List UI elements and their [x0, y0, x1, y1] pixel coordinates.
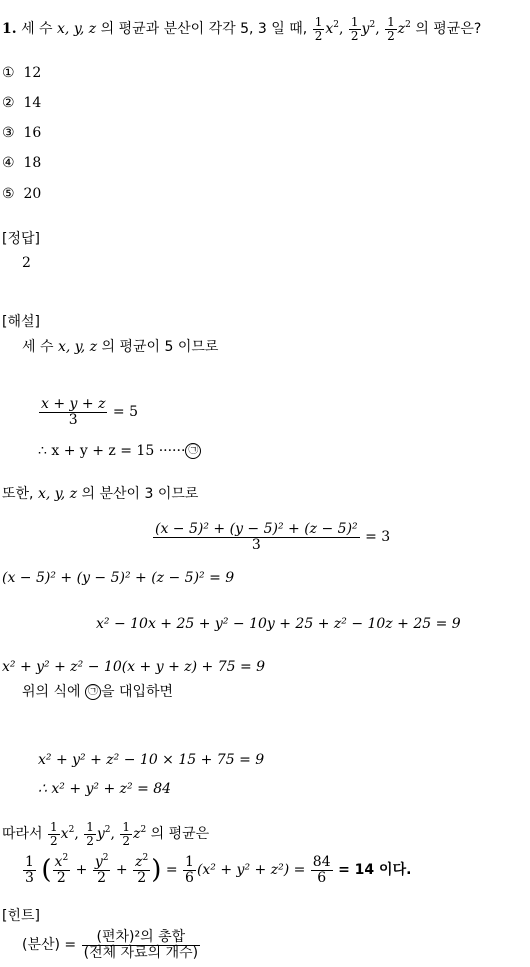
- solution-line-2: 또한, x, y, z 의 분산이 3 이므로: [2, 486, 199, 502]
- choice-4[interactable]: ④ 18: [2, 155, 42, 171]
- answer-label: [정답]: [2, 231, 40, 247]
- solution-line-3: 위의 식에 ㉠ 을 대입하면: [22, 684, 174, 700]
- circled-label-icon: ㉠: [185, 443, 201, 459]
- solution-line-4: 따라서 $\frac{1}{2}$ $x^2$, $\frac{1}{2}$ $y^2$, $\frac{1}{2}$ $z^2$ 의 평균은: [2, 820, 210, 848]
- hint-formula: (분산) = $\frac{\text{(편차)²의 총합}}{\text{(전체 자료의 개수)}}$: [22, 929, 199, 961]
- circled-label-icon: ㉠: [85, 684, 101, 700]
- hint-label: [힌트]: [2, 908, 40, 924]
- answer-value: 2: [22, 255, 31, 271]
- equation-5: x² − 10x + 25 + y² − 10y + 25 + z² − 10z + 25 = 9: [96, 616, 461, 632]
- equation-mean: $\frac{x + y + z}{3}$ = 5: [41, 396, 138, 428]
- equation-7: x² + y² + z² − 10 × 15 + 75 = 9: [38, 752, 265, 768]
- equation-6: x² + y² + z² − 10(x + y + z) + 75 = 9: [2, 659, 266, 675]
- choice-3[interactable]: ③ 16: [2, 125, 42, 141]
- problem-statement: 1. 세 수 x, y, z 의 평균과 분산이 각각 5, 3 일 때, $\frac{1}{2}$ $x^2$, $\frac{1}{2}$ $y^2$, $\frac{1}{2}$ $z^2$ 의 평균은?: [2, 15, 482, 43]
- equation-9: $\frac{1}{3}$ ( $\frac{x^2}{2}$ + $\frac{y^2}{2}$ + $\frac{z^2}{2}$ ) = $\frac{1}{6}$ (x² + y² + z²) = $\frac{84}{6}$ = 14 이다.: [25, 853, 412, 886]
- equation-4: (x − 5)² + (y − 5)² + (z − 5)² = 9: [2, 570, 235, 586]
- choice-5[interactable]: ⑤ 20: [2, 186, 42, 202]
- equation-variance: $\frac{\text{(x − 5)² + (y − 5)² + (z − 5)²}}{3}$ = 3: [155, 521, 391, 553]
- equation-8: ∴ x² + y² + z² = 84: [38, 781, 172, 797]
- problem-number: 1.: [2, 21, 17, 38]
- choice-1[interactable]: ① 12: [2, 65, 42, 81]
- solution-line-1: 세 수 x, y, z 의 평균이 5 이므로: [22, 339, 219, 355]
- equation-sum: ∴ x + y + z = 15 ······ ㉠: [38, 443, 201, 459]
- choice-2[interactable]: ② 14: [2, 95, 42, 111]
- solution-label: [해설]: [2, 314, 40, 330]
